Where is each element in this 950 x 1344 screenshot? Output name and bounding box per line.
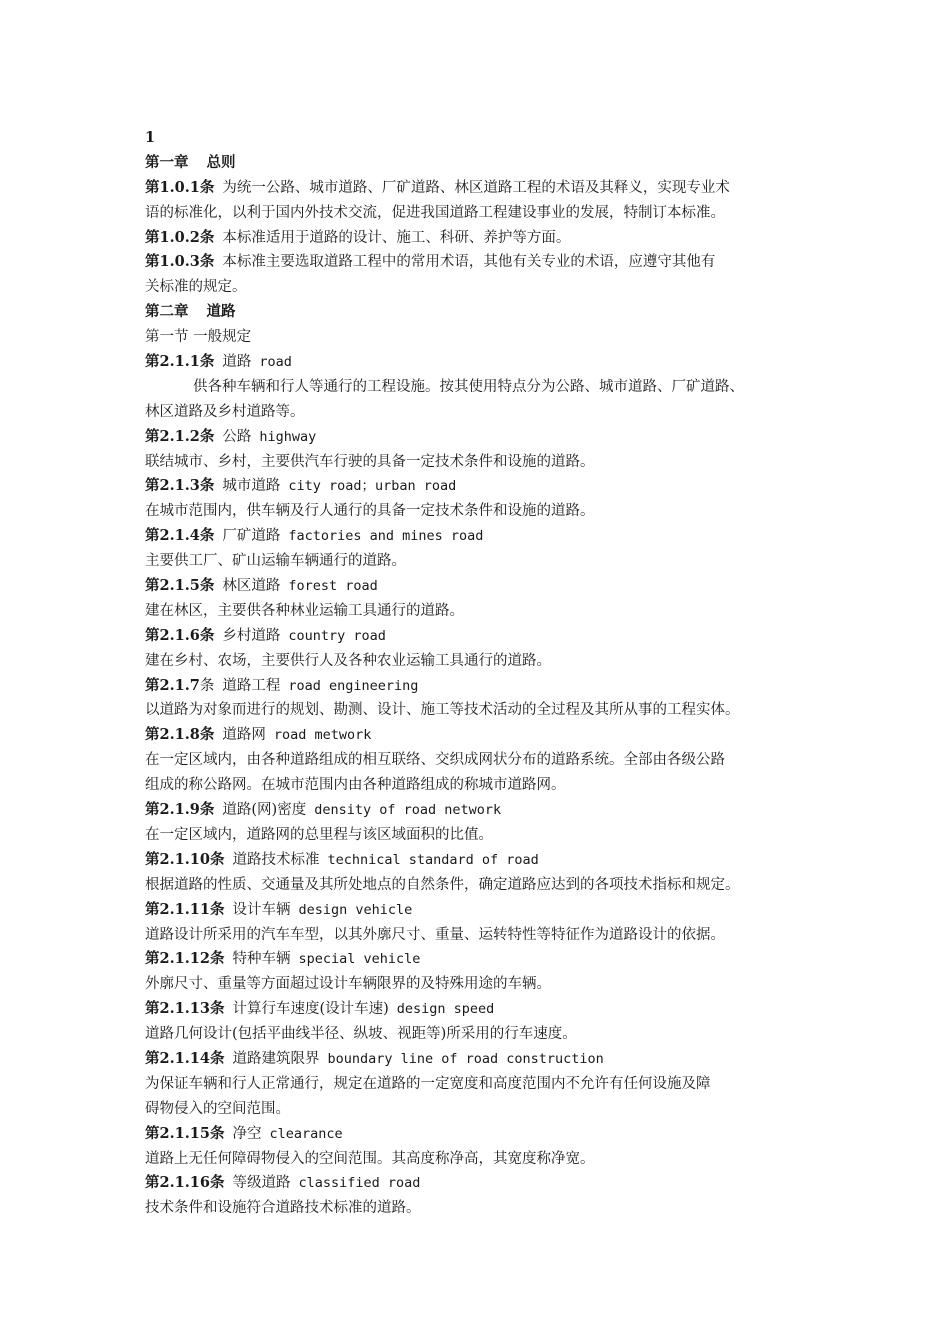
term-2-1-7: [145, 674, 825, 699]
page-number: 1: [145, 129, 156, 146]
term-2-1-6: [145, 624, 825, 649]
term-cn: 道路建筑限界: [232, 1050, 320, 1067]
term-definition: 供各种车辆和行人等通行的工程设施。按其使用特点分为公路、城市道路、厂矿道路、: [193, 378, 744, 395]
term-en: city road；urban road: [288, 478, 457, 495]
term-cn: 净空: [232, 1125, 262, 1142]
term-definition: 技术条件和设施符合道路技术标准的道路。: [145, 1200, 421, 1217]
term-label: 第2.1.13条: [145, 1000, 225, 1018]
term-2-1-14: [145, 1047, 825, 1072]
term-cn: 计算行车速度(设计车速): [232, 1001, 389, 1018]
term-en: highway: [259, 428, 317, 445]
term-definition-cont: 碍物侵入的空间范围。: [145, 1100, 290, 1117]
term-cn: 道路网: [222, 727, 266, 744]
term-label: 第2.1.12条: [145, 950, 225, 968]
term-2-1-11: [145, 898, 825, 923]
term-label: 第2.1.16条: [145, 1174, 225, 1192]
term-definition: 以道路为对象而进行的规划、勘测、设计、施工等技术活动的全过程及其所从事的工程实体。: [145, 702, 740, 719]
term-en: boundary line of road construction: [327, 1050, 604, 1067]
term-en: road engineering: [288, 677, 419, 694]
term-definition: 联结城市、乡村，主要供汽车行驶的具备一定技术条件和设施的道路。: [145, 453, 595, 470]
term-cn: 特种车辆: [232, 951, 291, 968]
term-2-1-10: [145, 848, 825, 873]
term-definition: 主要供工厂、矿山运输车辆通行的道路。: [145, 553, 406, 570]
term-en: factories and mines road: [288, 528, 484, 545]
term-en: clearance: [269, 1125, 343, 1142]
term-cn: 乡村道路: [222, 627, 281, 644]
term-en: road: [259, 354, 292, 371]
term-cn: 林区道路: [222, 578, 281, 595]
section-heading: 第一节 一般规定: [145, 329, 252, 346]
term-label: 第2.1.8条: [145, 726, 215, 744]
term-definition: 建在林区，主要供各种林业运输工具通行的道路。: [145, 602, 464, 619]
article-text: 本标准适用于道路的设计、施工、科研、养护等方面。: [222, 229, 571, 246]
term-label-char: 条: [199, 677, 215, 694]
article-1-0-3-cont: 关标准的规定。: [145, 279, 247, 296]
article-1-0-1: [145, 176, 825, 201]
term-en: design speed: [396, 1001, 495, 1018]
chapter-2-heading: [145, 300, 825, 325]
term-label: 第2.1.1条: [145, 353, 215, 371]
term-definition: 为保证车辆和行人正常通行，规定在道路的一定宽度和高度范围内不允许有任何设施及障: [145, 1075, 711, 1092]
chapter-1-heading: [145, 151, 825, 176]
term-2-1-1: [145, 350, 825, 375]
term-definition: 道路设计所采用的汽车车型，以其外廓尺寸、重量、运转特性等特征作为道路设计的依据。: [145, 926, 725, 943]
article-text: 本标准主要选取道路工程中的常用术语，其他有关专业的术语，应遵守其他有: [222, 254, 716, 271]
term-en: technical standard of road: [327, 851, 539, 868]
article-text: 为统一公路、城市道路、厂矿道路、林区道路工程的术语及其释义，实现专业术: [222, 179, 730, 196]
term-2-1-8: [145, 723, 825, 748]
term-cn: 公路: [222, 428, 252, 445]
term-en: road metwork: [273, 727, 372, 744]
term-en: country road: [288, 627, 386, 644]
term-label: 第2.1.15条: [145, 1124, 225, 1142]
term-2-1-16: [145, 1171, 825, 1196]
term-cn: 道路: [222, 354, 252, 371]
term-definition: 外廓尺寸、重量等方面超过设计车辆限界的及特殊用途的车辆。: [145, 976, 551, 993]
term-cn: 厂矿道路: [222, 528, 281, 545]
term-cn: 城市道路: [222, 478, 281, 495]
article-1-0-1-cont: 语的标准化，以利于国内外技术交流，促进我国道路工程建设事业的发展，特制订本标准。: [145, 204, 725, 221]
term-cn: 道路工程: [222, 677, 281, 694]
term-en: classified road: [298, 1175, 421, 1192]
article-1-0-3: [145, 250, 825, 275]
term-definition: 在城市范围内，供车辆及行人通行的具备一定技术条件和设施的道路。: [145, 503, 595, 520]
article-1-0-2: [145, 226, 825, 251]
chapter-1-title: 总则: [206, 153, 236, 171]
term-cn: 道路(网)密度: [222, 802, 307, 819]
term-label: 第2.1.4条: [145, 527, 215, 545]
term-definition: 建在乡村、农场，主要供行人及各种农业运输工具通行的道路。: [145, 652, 551, 669]
article-label: 第1.0.3条: [145, 253, 215, 271]
term-definition: 在一定区域内，由各种道路组成的相互联络、交织成网状分布的道路系统。全部由各级公路: [145, 752, 725, 769]
term-definition: 根据道路的性质、交通量及其所处地点的自然条件，确定道路应达到的各项技术指标和规定。: [145, 876, 740, 893]
term-label: 第2.1.7: [145, 676, 200, 694]
term-label: 第2.1.10条: [145, 850, 225, 868]
term-cn: 道路技术标准: [232, 851, 320, 868]
term-2-1-5: [145, 574, 825, 599]
term-2-1-4: [145, 524, 825, 549]
term-2-1-9: [145, 798, 825, 823]
term-label: 第2.1.5条: [145, 577, 215, 595]
term-definition: 在一定区域内，道路网的总里程与该区域面积的比值。: [145, 826, 493, 843]
article-label: 第1.0.2条: [145, 228, 215, 246]
chapter-2-number: 第二章: [145, 303, 189, 321]
term-2-1-3: [145, 474, 825, 499]
term-en: forest road: [288, 578, 378, 595]
term-cn: 设计车辆: [232, 901, 291, 918]
term-label: 第2.1.2条: [145, 427, 215, 445]
term-label: 第2.1.3条: [145, 477, 215, 495]
term-en: design vehicle: [298, 901, 413, 918]
term-label: 第2.1.6条: [145, 626, 215, 644]
term-en: special vehicle: [298, 951, 421, 968]
term-2-1-15: [145, 1122, 825, 1147]
term-cn: 等级道路: [232, 1175, 291, 1192]
term-definition-cont: 组成的称公路网。在城市范围内由各种道路组成的称城市道路网。: [145, 777, 566, 794]
article-label: 第1.0.1条: [145, 178, 215, 196]
chapter-2-title: 道路: [206, 303, 236, 321]
term-definition-cont: 林区道路及乡村道路等。: [145, 403, 305, 420]
document-page: [145, 126, 825, 1221]
chapter-1-number: 第一章: [145, 153, 189, 171]
term-2-1-12: [145, 947, 825, 972]
term-definition: 道路几何设计(包括平曲线半径、纵坡、视距等)所采用的行车速度。: [145, 1026, 577, 1043]
term-label: 第2.1.11条: [145, 900, 225, 918]
term-2-1-13: [145, 997, 825, 1022]
term-2-1-2: [145, 425, 825, 450]
term-label: 第2.1.14条: [145, 1049, 225, 1067]
term-label: 第2.1.9条: [145, 801, 215, 819]
term-en: density of road network: [314, 802, 502, 819]
term-definition: 道路上无任何障碍物侵入的空间范围。其高度称净高，其宽度称净宽。: [145, 1150, 595, 1167]
